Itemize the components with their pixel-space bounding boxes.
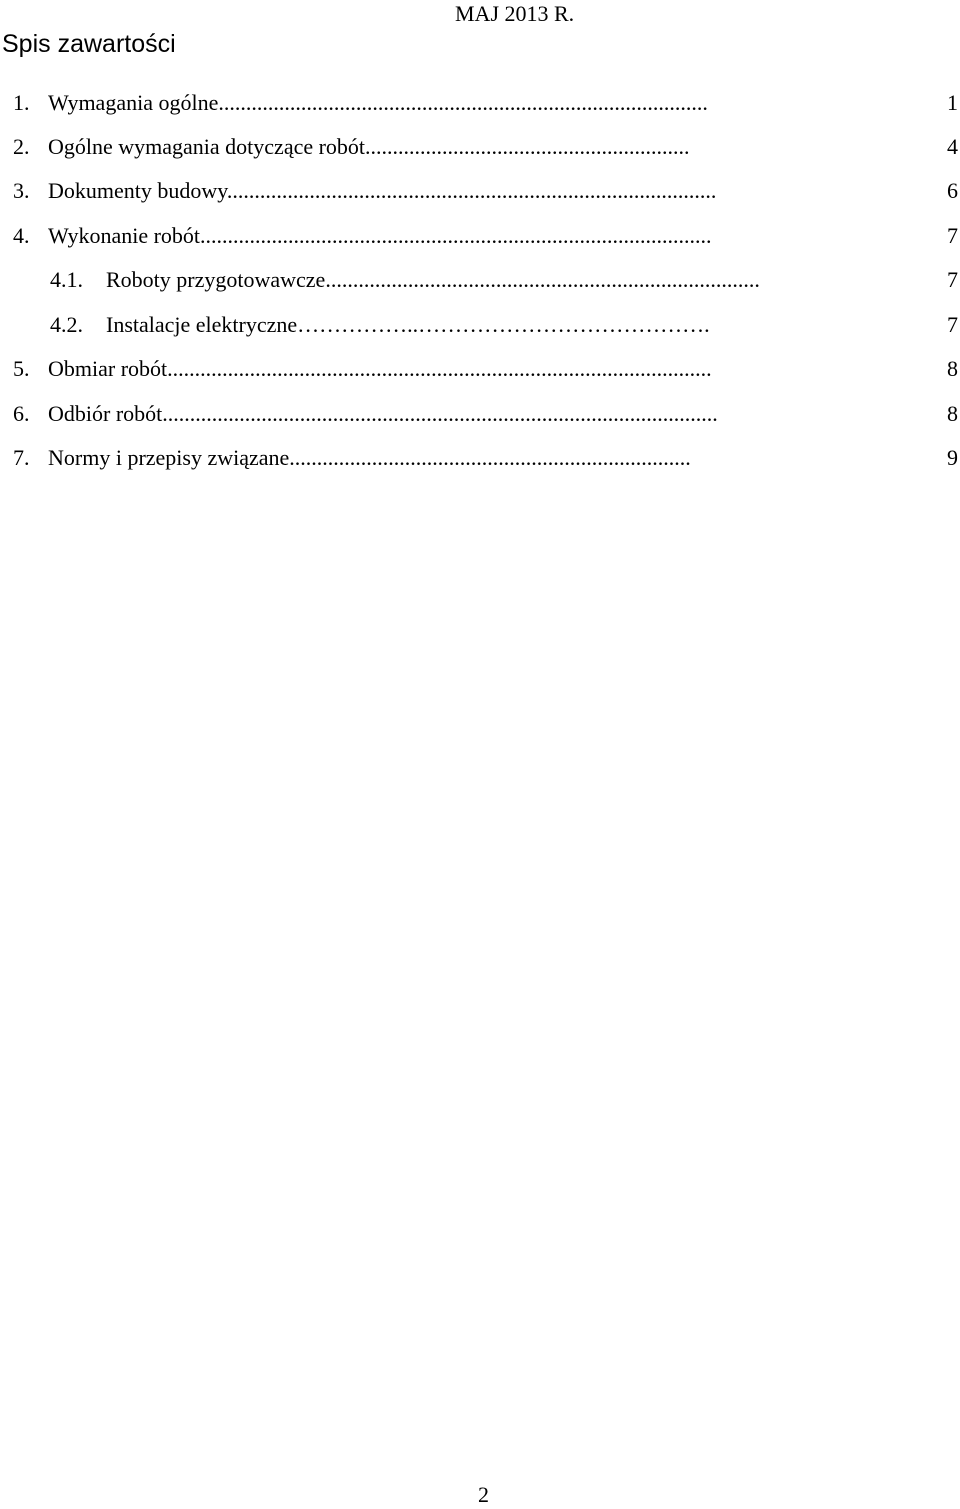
toc-entry-text: Dokumenty budowy......................................................................................... [48,178,717,203]
toc-entry-page: 7 [947,223,958,248]
toc-entry-text: Roboty przygotowawcze............................................................................... [106,267,760,292]
toc-entry-2[interactable] [0,132,960,162]
toc-entry-text: Normy i przepisy związane......................................................................... [48,445,691,470]
toc-entry-number: 1. [13,90,30,115]
toc-entry-number: 6. [13,401,30,426]
toc-entry-text: Instalacje elektryczne……………..…………………………………. [106,312,710,337]
toc-entry-page: 7 [947,267,958,292]
toc-entry-page: 8 [947,356,958,381]
page-number: 2 [478,1482,489,1507]
toc-entry-number: 3. [13,178,30,203]
header-date: MAJ 2013 R. [455,1,575,26]
toc-entry-number: 4.2. [50,312,83,337]
toc-entry-page: 6 [947,178,958,203]
toc-entry-page: 9 [947,445,958,470]
toc-entry-4-2[interactable] [0,310,960,340]
toc-entry-number: 4.1. [50,267,83,292]
toc-entry-number: 7. [13,445,30,470]
toc-entry-number: 5. [13,356,30,381]
toc-entry-text: Ogólne wymagania dotyczące robót........................................................... [48,134,690,159]
toc-entry-text: Obmiar robót................................................................................................... [48,356,712,381]
toc-entry-1[interactable] [0,88,960,118]
toc-entry-5[interactable] [0,354,960,384]
toc-entry-page: 1 [947,90,958,115]
toc-title: Spis zawartości [2,30,176,58]
toc-entry-text: Wykonanie robót............................................................................................. [48,223,712,248]
toc-entry-text: Wymagania ogólne......................................................................................... [48,90,708,115]
toc-entry-text: Odbiór robót..................................................................................................... [48,401,718,426]
toc-entry-7[interactable] [0,443,960,473]
toc-entry-4-1[interactable] [0,265,960,295]
toc-entry-6[interactable] [0,399,960,429]
toc-entry-page: 4 [947,134,958,159]
toc-entry-page: 8 [947,401,958,426]
toc-entry-3[interactable] [0,176,960,206]
toc-entry-number: 4. [13,223,30,248]
toc-entry-page: 7 [947,312,958,337]
toc-entry-number: 2. [13,134,30,159]
toc-entry-4[interactable] [0,221,960,251]
